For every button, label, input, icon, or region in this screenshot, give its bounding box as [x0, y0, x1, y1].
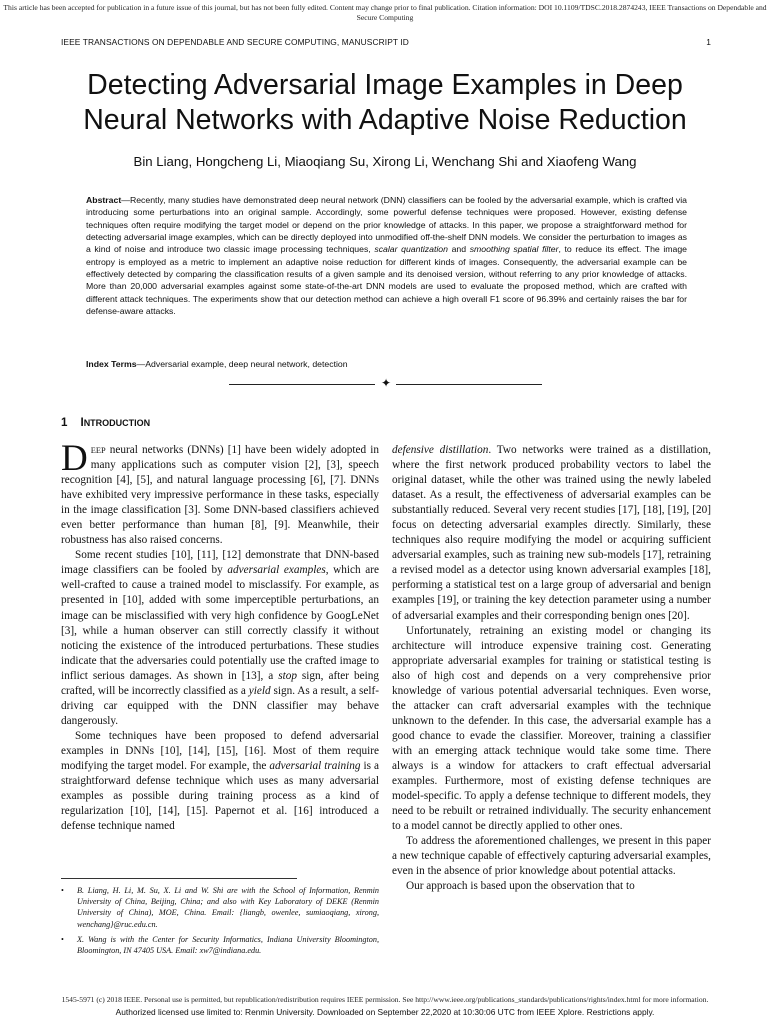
- title-line-1: Detecting Adversarial Image Examples in Deep: [87, 69, 683, 101]
- emphasis-defensive-distillation: defensive distillation: [392, 444, 489, 456]
- p2-emphasis-yield: yield: [248, 684, 271, 697]
- abstract-text-2: and: [447, 244, 470, 255]
- intro-paragraph-2: [61, 548, 379, 729]
- footnote-bullet-icon: •: [61, 886, 64, 895]
- license-notice: Authorized licensed use limited to: Renmin University. Downloaded on September 22,2020 at 10:30:06 UTC from IEEE Xplore. Restrictions apply.: [115, 1007, 655, 1017]
- p2-emphasis-adversarial-examples: adversarial examples: [227, 564, 326, 577]
- footnote-affiliation-1: [61, 885, 379, 930]
- abstract-emphasis-2: smoothing spatial filter: [469, 244, 559, 255]
- footnote-rule: [61, 878, 297, 879]
- left-column: [61, 438, 380, 834]
- intro-paragraph-1: [61, 438, 379, 548]
- right-column: [392, 443, 711, 894]
- divider-line-left: [229, 384, 375, 385]
- section-number: 1: [61, 416, 68, 429]
- p2-text-c: sign, after being crafted, will be incorrectly classified as a: [61, 669, 380, 697]
- intro-paragraph-1-text: neural networks (DNNs) [1] have been widely adopted in many applications such as computer vision [2], [3], speech recognition [4], [5], and natural language processing [6], [7]. DNNs have exhibited very impressive performance in these tasks, especially in the image classification [3]. Some DNN-based classifiers achieved even better performance than human [8], [9]. Meanwhile, their robustness has also raised concerns.: [61, 444, 379, 547]
- abstract-text-1: —Recently, many studies have demonstrated deep neural network (DNN) classifiers can be fooled by the adversarial example, which is crafted via introducing some perturbations into an original sample. Accordingly, some powerful defense techniques were proposed. However, existing defense techniques often require modifying the target model or depend on the prior knowledge of attacks. In this paper, we propose a straightforward method for detecting adversarial image examples, which can be directly deployed into unmodified off-the-shelf DNN models. We consider the perturbation to images as a kind of noise and introduce two classic image processing techniques,: [86, 195, 687, 255]
- index-terms-text: —Adversarial example, deep neural network, detection: [136, 359, 348, 369]
- abstract: [86, 194, 687, 317]
- index-terms: [86, 359, 687, 369]
- right-paragraph-1: [392, 443, 711, 624]
- abstract-label: Abstract: [86, 195, 122, 205]
- section-title-initial: I: [80, 416, 84, 429]
- footnote-text-1: B. Liang, H. Li, M. Su, X. Li and W. Shi are with the School of Information, Renmin University of China, Beijing, China; and also with Key Laboratory of DEKE (Renmin University of China), MOE, China. Email: {liangb, owenlee, sumiaoqiang, xirong, wenchang}@ruc.edu.cn.: [77, 886, 379, 929]
- copyright-notice: 1545-5971 (c) 2018 IEEE. Personal use is permitted, but republication/redistribution requires IEEE permission. See http://www.ieee.org/publications_standards/publications/rights/index.html for more information.: [61, 995, 709, 1004]
- footnote-bullet-icon: •: [61, 935, 64, 944]
- p3-text-a: Some techniques have been proposed to defend adversarial examples in DNNs [10], [14], [15], [16]. Most of them require modifying the target model. For example, the: [61, 729, 379, 772]
- author-list: Bin Liang, Hongcheng Li, Miaoqiang Su, Xirong Li, Wenchang Shi and Xiaofeng Wang: [133, 154, 637, 169]
- index-terms-label: Index Terms: [86, 359, 137, 369]
- section-heading-introduction: [61, 416, 150, 429]
- title-line-2: Neural Networks with Adaptive Noise Reduction: [83, 104, 687, 136]
- drop-cap: D: [61, 438, 88, 479]
- journal-name: IEEE TRANSACTIONS ON DEPENDABLE AND SECURE COMPUTING, MANUSCRIPT ID: [61, 37, 409, 47]
- page-number: 1: [706, 37, 711, 47]
- footnote-affiliation-2: [61, 934, 379, 956]
- right-paragraph-1-text: . Two networks were trained as a distillation, where the first network produced probability vectors to label the original dataset, while the other was trained using the newly labeled dataset. As a result, the effectiveness of adversarial examples can be substantially reduced. Several very recent studies [17], [18], [19], [20] focus on detecting adversarial examples directly. Similarly, these techniques also require modifying the model or acquiring sufficient adversarial examples, such as training new sub-models [17], retraining a revised model as a detector using known adversarial examples [18], performing a statistical test on a large group of adversarial and benign examples [19], or training the key detection parameter using a number of adversarial examples and their corresponding benign ones [20].: [392, 444, 711, 622]
- drop-cap-smallcaps: EEP: [90, 446, 106, 455]
- p3-text-b: is a straightforward defense technique which uses as many adversarial examples as possible during training process as a kind of regularization [10], [14], [15]. Papernot et al. [16] introduced a defense technique named: [61, 759, 379, 833]
- right-paragraph-3: To address the aforementioned challenges, we present in this paper a new technique capable of effectively capturing adversarial examples, even in the absence of prior knowledge about potential attacks.: [392, 835, 711, 878]
- p2-text-a: Some recent studies [10], [11], [12] demonstrate that DNN-based image classifiers can be fooled by: [61, 549, 379, 577]
- divider-ornament-icon: ✦: [380, 376, 392, 390]
- right-paragraph-2: Unfortunately, retraining an existing model or changing its architecture will introduce expensive training cost. Generating appropriate adversarial examples for training or statistical testing is also of high cost and depends on a very comprehensive prior knowledge of various potential adversarial techniques. Even worse, the attacker can craft adversarial examples with the technique unknown to the defender. In this case, the adversarial example has a good chance to evade the classifier. Moreover, training a classifier with an emerging attack technique would take some time. There always is a window for attackers to craft effectual adversarial examples. Furthermore, most of existing defense techniques are model-specific. To apply a defense technique to different models, they need to be rebuilt or retrained individually. The security enhancement to a model cannot be directly applied to other ones.: [392, 624, 711, 833]
- p2-emphasis-stop: stop: [278, 669, 297, 682]
- right-paragraph-4: Our approach is based upon the observation that to: [406, 880, 635, 893]
- abstract-emphasis-1: scalar quantization: [374, 244, 448, 255]
- divider-line-right: [396, 384, 542, 385]
- p2-text-b: , which are well-crafted to cause a trained model to misclassify. For example, as presented in [10], added with some imperceptible perturbations, an image can be misclassified with very high confidence by GoogLeNet [3], while a human observer can still correctly classify it without noticing the existence of the introduced perturbations. These studies indicate that the adversaries could potentially use the crafted image to inflict serious damages. As shown in [13], a: [61, 564, 379, 682]
- abstract-text-3: , to reduce its effect. The image entropy is employed as a metric to implement an adaptive noise reduction for different kinds of images. Consequently, the adversarial example can be effectively detected by comparing the classification results of a given sample and its denoised version, without referring to any prior knowledge of attacks. More than 20,000 adversarial examples against some state-of-the-art DNN models are used to evaluate the proposed method, which are crafted with different attack techniques. The experiments show that our detection method can achieve a high overall F1 score of 96.39% and certainly raises the bar for defense-aware attacks.: [86, 244, 687, 317]
- p2-text-d: sign. As a result, a self-driving car equipped with the DNN classifier may behave dangerously.: [61, 684, 380, 727]
- running-header: [61, 37, 711, 47]
- footnote-text-2: X. Wang is with the Center for Security Informatics, Indiana University Bloomington, Bloomington, IN 47405 USA. Email: xw7@indiana.edu.: [77, 935, 379, 956]
- section-title-rest: NTRODUCTION: [83, 418, 151, 428]
- p3-emphasis-adversarial-training: adversarial training: [269, 759, 361, 772]
- section-divider: [229, 378, 542, 392]
- paper-title: [20, 68, 750, 138]
- accepted-article-banner: This article has been accepted for publication in a future issue of this journal, but has not been fully edited. Content may change prior to final publication. Citation information: DOI 10.1109/TDSC.2018.2874243, IEEE Transactions on Dependable and Secure Computing: [3, 3, 767, 22]
- intro-paragraph-3: [61, 729, 379, 834]
